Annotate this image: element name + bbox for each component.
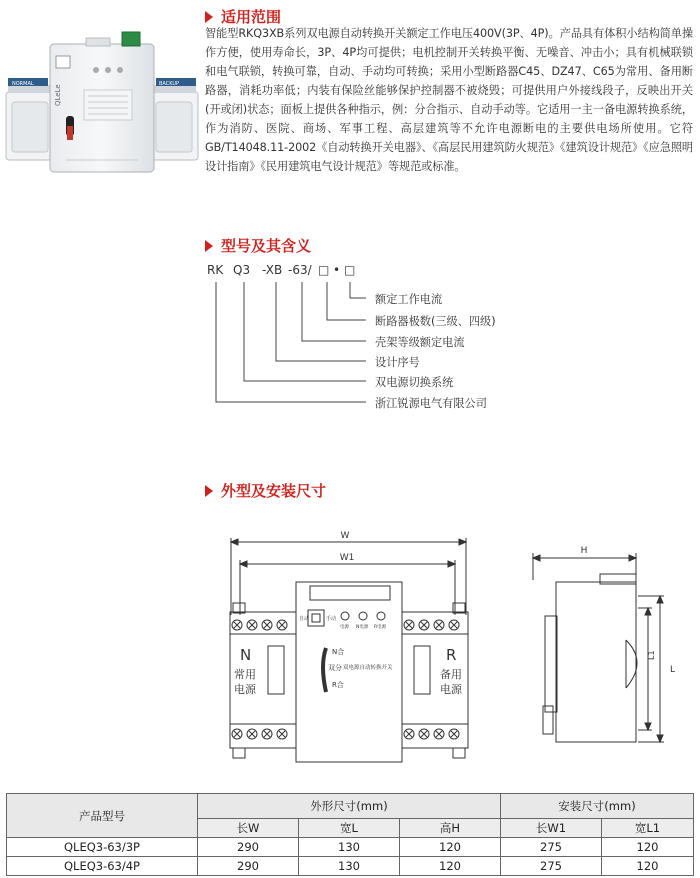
model-code-box2: □ [344,263,356,277]
manual-label: 手动 [326,616,337,622]
spec-table [6,793,694,876]
brand-text: QLeLe [54,84,62,106]
sub-header-w: 长W [198,819,299,838]
col-model-header: 产品型号 [7,794,198,838]
dim-h-label: H [580,546,588,556]
auto-label: 自动 [299,616,310,622]
scope-paragraph: 智能型RKQ3XB系列双电源自动转换开关额定工作电压400V(3P、4P)。产品具有体积小结构简单操作方便，使用寿命长，3P、4P均可提供；电机控制开关转换平衡、无噪音、冲击小；具有机械联锁和电气联锁，转换可靠，自动、手动均可转换；采用小型断路器C45、DZ47、C65为常用、备用断路器，消耗功率低；内装有保险丝能够保护控制器不被烧毁；可提供用户外接线段子，反映出开关(开或闭)状态；面板上提供各种指示，例：分合指示、自动手动等。它适用一主一备电源转换系统，作为消防、医院、商场、军事工程、高层建筑等不允许电源断电的主要供电场所使用。它符GB/T14048.11-2002《自动转换开关电器》、《高层民用建筑防火规范》《建筑设计规范》《应急照明设计指南》《民用建筑电气设计规范》等规范或标准。 [205,27,693,173]
normal-power-line2: 电源 [234,683,256,696]
section-title-text: 型号及其含义 [221,237,312,255]
backup-power-line2: 电源 [440,683,462,696]
legend-item-1: 额定工作电流 [375,293,443,306]
model-code-rk: RK [207,263,224,277]
sub-header-w1: 长W1 [501,819,602,838]
cell-w1: 275 [501,838,602,857]
table-row [7,857,694,876]
cell-l: 130 [299,857,400,876]
legend-item-5: 双电源切换系统 [375,376,454,389]
legend-item-3: 壳架等级额定电流 [375,336,465,349]
legend-item-4: 设计序号 [375,356,420,369]
dim-w1-label: W1 [339,553,355,563]
left-tag-text: NORMAL [12,81,34,87]
backup-power-line1: 备用 [440,668,462,681]
cell-h: 120 [400,857,501,876]
sub-header-h: 高H [400,819,501,838]
model-code-xb: -XB [262,263,283,277]
right-tag-text: BACKUP [159,81,180,87]
legend-item-6: 浙江锐源电气有限公司 [375,397,487,410]
lamp3-label: R电源 [374,625,387,630]
terminal-circles [232,620,459,739]
triangle-bullet-icon [205,485,213,497]
r-close-label: R合 [332,681,344,689]
cell-l1: 120 [602,838,694,857]
cell-l: 130 [299,838,400,857]
model-code-63: -63/ [288,263,312,277]
n-close-label: N合 [332,648,345,656]
front-view-drawing [0,520,700,785]
model-code-box1: □ [318,263,330,277]
sub-header-l: 宽L [299,819,400,838]
cell-model: QLEQ3-63/4P [7,857,198,876]
table-row [7,838,694,857]
r-label: R [446,646,457,664]
cell-l1: 120 [602,857,694,876]
legend-item-2: 断路器极数(三级、四级) [375,315,496,328]
cell-w: 290 [198,857,299,876]
cell-h: 120 [400,838,501,857]
model-leader-lines [0,0,700,420]
cell-w: 290 [198,838,299,857]
model-code-q3: Q3 [233,263,251,277]
normal-power-line1: 常用 [234,668,256,681]
cell-w1: 275 [501,857,602,876]
install-size-header: 安装尺寸(mm) [501,794,694,819]
dim-l1-label: L1 [647,650,656,660]
outer-size-header: 外形尺寸(mm) [198,794,501,819]
sub-header-l1: 宽L1 [602,819,694,838]
cell-model: QLEQ3-63/3P [7,838,198,857]
section-title-text: 外型及安装尺寸 [221,482,327,500]
lamp2-label: N电源 [356,625,369,630]
both-open-label: 双分 [328,664,342,672]
n-label: N [240,646,252,664]
dim-l-label: L [670,665,676,675]
section-title-dimensions [205,480,326,501]
section-title-text: 适用范围 [221,8,282,26]
dim-w-label: W [340,531,350,541]
center-title-label: 双电源自动转换开关 [343,665,393,671]
lamp1-label: 电源 [340,625,349,630]
model-code-dot: • [333,263,341,277]
